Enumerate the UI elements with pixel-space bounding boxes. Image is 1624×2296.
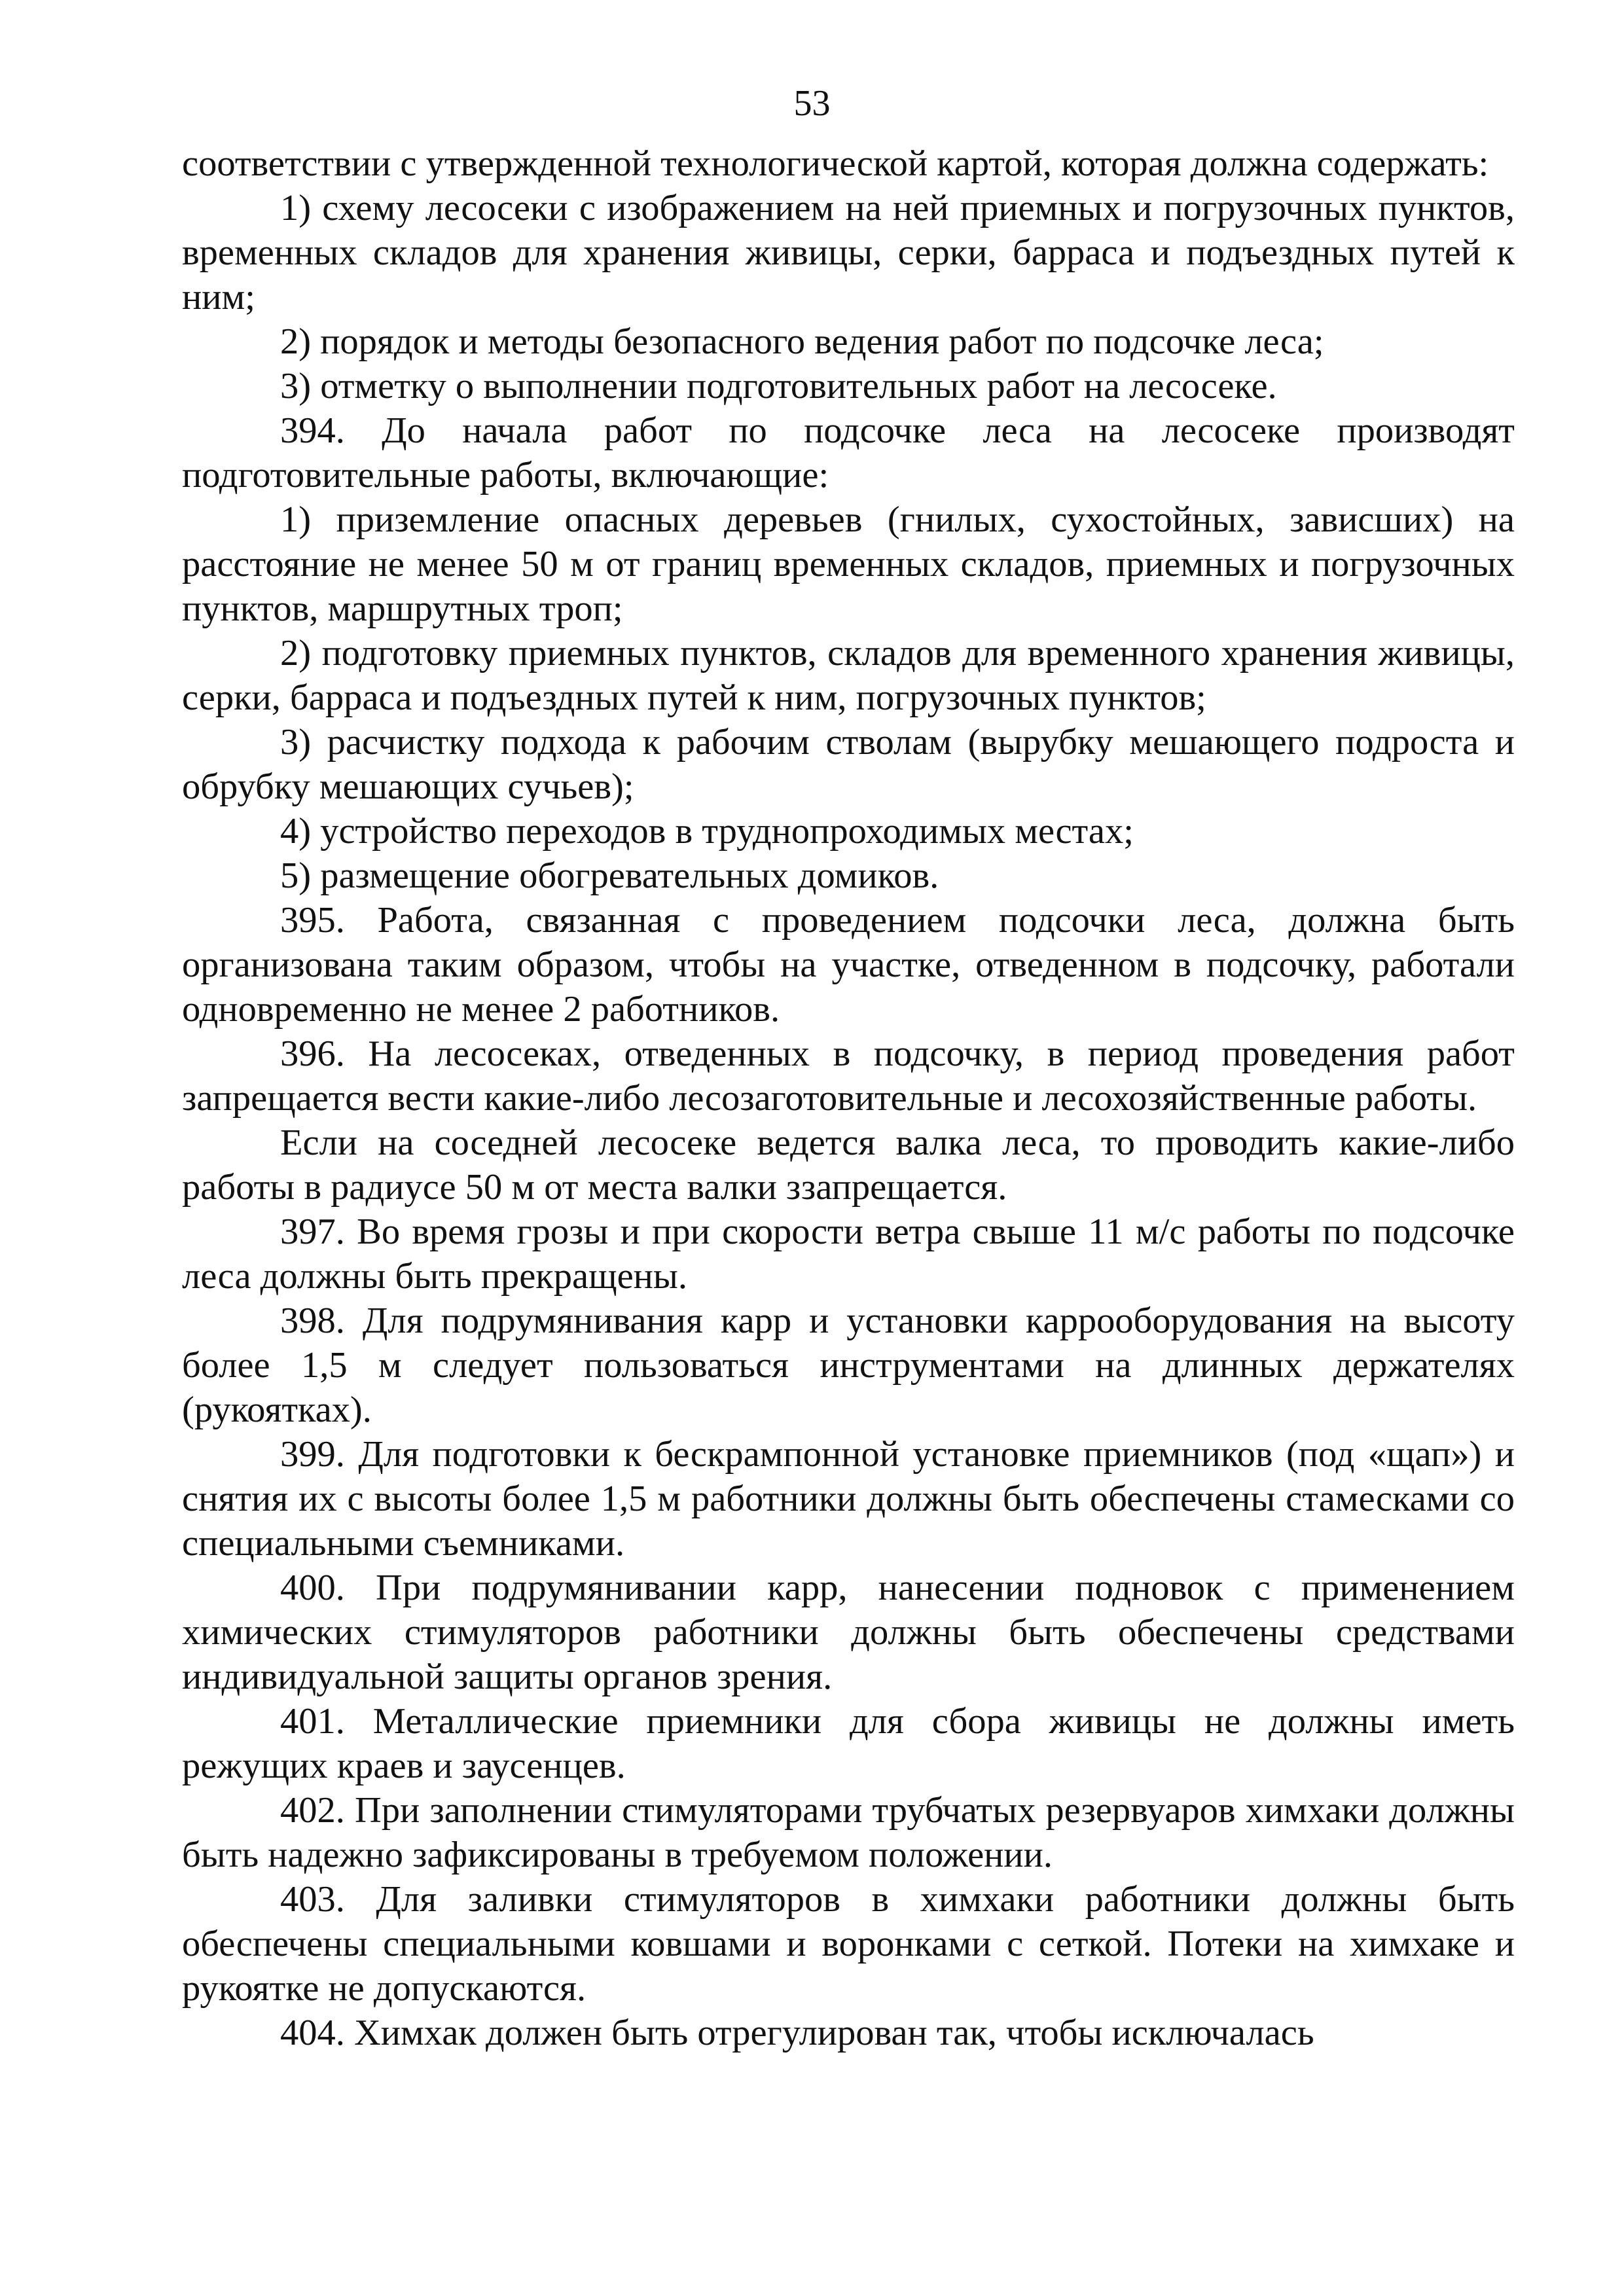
paragraph-401: 401. Металлические приемники для сбора живицы не должны иметь режущих краев и заусенцев.	[182, 1701, 1515, 1786]
paragraph-399: 399. Для подготовки к бескрампонной установке приемников (под «щап») и снятия их с высоты более 1,5 м работники должны быть обеспечены стамесками со специальными съемниками.	[182, 1434, 1515, 1564]
paragraph-400: 400. При подрумянивании карр, нанесении подновок с применением химических стимуляторов работники должны быть обеспечены средствами индивидуальной защиты органов зрения.	[182, 1568, 1515, 1697]
document-body	[182, 141, 1515, 2055]
paragraph-394-4: 4) устройство переходов в труднопроходимых местах;	[280, 811, 1134, 852]
paragraph-398: 398. Для подрумянивания карр и установки каррооборудования на высоту более 1,5 м следует пользоваться инструментами на длинных держателях (рукоятках).	[182, 1300, 1515, 1430]
paragraph-item-1: 1) схему лесосеки с изображением на ней приемных и погрузочных пунктов, временных складов для хранения живицы, серки, барраса и подъездных путей к ним;	[182, 188, 1515, 317]
paragraph-402: 402. При заполнении стимуляторами трубчатых резервуаров химхаки должны быть надежно зафиксированы в требуемом положении.	[182, 1790, 1515, 1875]
paragraph-394-3: 3) расчистку подхода к рабочим стволам (вырубку мешающего подроста и обрубку мешающих сучьев);	[182, 722, 1515, 807]
paragraph-394: 394. До начала работ по подсочке леса на лесосеке производят подготовительные работы, включающие:	[182, 410, 1515, 495]
paragraph-394-2: 2) подготовку приемных пунктов, складов для временного хранения живицы, серки, барраса и подъездных путей к ним, погрузочных пунктов;	[182, 633, 1515, 718]
paragraph-397: 397. Во время грозы и при скорости ветра свыше 11 м/с работы по подсочке леса должны быть прекращены.	[182, 1211, 1515, 1297]
page-number: 53	[793, 83, 831, 124]
paragraph-item-2: 2) порядок и методы безопасного ведения работ по подсочке леса;	[280, 321, 1324, 362]
paragraph-394-5: 5) размещение обогревательных домиков.	[280, 855, 939, 896]
paragraph-396-b: Если на соседней лесосеке ведется валка леса, то проводить какие-либо работы в радиусе 50 м от места валки ззапрещается.	[182, 1122, 1515, 1208]
paragraph-403: 403. Для заливки стимуляторов в химхаки работники должны быть обеспечены специальными ковшами и воронками с сеткой. Потеки на химхаке и рукоятке не допускаются.	[182, 1879, 1515, 2009]
paragraph-396: 396. На лесосеках, отведенных в подсочку, в период проведения работ запрещается вести какие-либо лесозаготовительные и лесохозяйственные работы.	[182, 1033, 1515, 1119]
paragraph-404: 404. Химхак должен быть отрегулирован так, чтобы исключалась	[280, 2013, 1314, 2053]
paragraph-item-3: 3) отметку о выполнении подготовительных работ на лесосеке.	[280, 366, 1277, 406]
paragraph-intro: соответствии с утвержденной технологической картой, которая должна содержать:	[182, 143, 1489, 184]
paragraph-394-1: 1) приземление опасных деревьев (гнилых, сухостойных, зависших) на расстояние не менее 50 м от границ временных складов, приемных и погрузочных пунктов, маршрутных троп;	[182, 499, 1515, 629]
paragraph-395: 395. Работа, связанная с проведением подсочки леса, должна быть организована таким образом, чтобы на участке, отведенном в подсочку, работали одновременно не менее 2 работников.	[182, 900, 1515, 1030]
